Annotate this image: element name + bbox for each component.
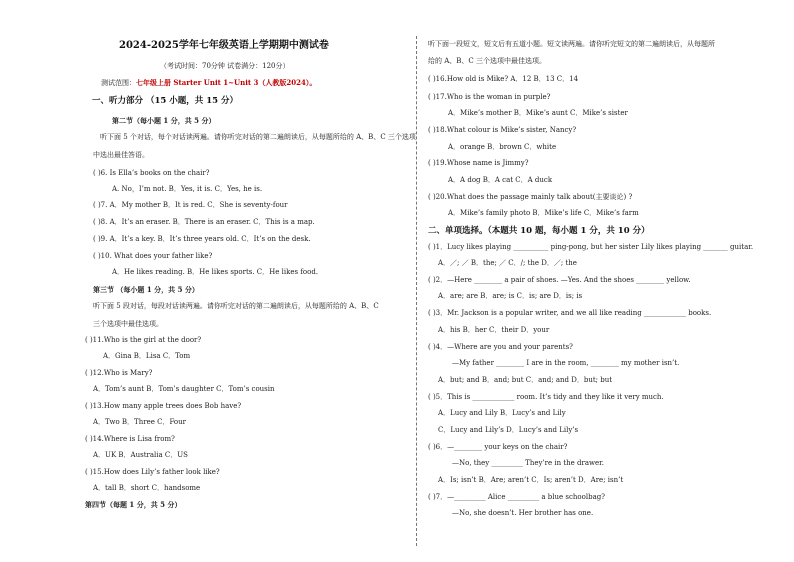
question-12-options: A．Tom’s aunt B．Tom’s daughter C．Tom’s cousin [93, 385, 275, 393]
mc-question-4: ( )4．—Where are you and your parents? [428, 343, 573, 351]
question-11-options: A．Gina B．Lisa C．Tom [103, 352, 191, 360]
mc-question-7-line2: —No, she doesn’t. Her brother has one. [452, 509, 594, 517]
exam-scope [101, 78, 316, 88]
question-6: ( )6. Is Ella’s books on the chair? [93, 169, 210, 177]
mc-question-5-options-2: C．Lucy and Lily’s D．Lucy’s and Lily’s [438, 426, 579, 434]
question-17: ( )17.Who is the woman in purple? [428, 93, 551, 101]
section3-instruction-line2: 三个选项中最佳选项。 [93, 320, 163, 328]
question-14: ( )14.Where is Lisa from? [85, 435, 175, 443]
mc-question-4-options: A．but; and B．and; but C．and; and D．but; but [438, 376, 613, 384]
mc-question-2: ( )2．—Here ________ a pair of shoes. —Yes. And the shoes ________ yellow. [428, 276, 691, 284]
question-12: ( )12.Who is Mary? [85, 369, 153, 377]
question-15-options: A．tall B．short C．handsome [93, 484, 201, 492]
question-17-options: A．Mike’s mother B．Mike’s aunt C．Mike’s sister [448, 109, 628, 117]
question-7: ( )7. A．My mother B．It is red. C．She is seventy-four [93, 201, 288, 209]
question-10: ( )10. What does your father like? [93, 252, 213, 260]
exam-title: 2024-2025学年七年级英语上学期期中测试卷 [119, 40, 329, 51]
section2-heading: 第二节（每小题 1 分，共 5 分） [112, 116, 216, 125]
question-6-options: A. No，I’m not. B．Yes, it is. C．Yes, he is. [112, 185, 263, 193]
question-16: ( )16.How old is Mike? A．12 B．13 C．14 [428, 75, 579, 83]
question-18-options: A．orange B．brown C．white [448, 143, 557, 151]
part2-heading: 二、单项选择。（本题共 10 题，每小题 1 分，共 10 分） [428, 226, 650, 236]
question-13-options: A．Two B．Three C．Four [93, 418, 186, 426]
mc-question-1-options: A．／; ／ B．the; ／ C．/; the D．／; the [438, 259, 577, 267]
mc-question-5: ( )5．This is ____________ room. It’s tidy and they like it very much. [428, 393, 664, 401]
scope-value: 七年级上册 Starter Unit 1~Unit 3（人教版2024）。 [136, 78, 317, 87]
scope-label: 测试范围： [101, 79, 136, 87]
question-19: ( )19.Whose name is Jimmy? [428, 159, 529, 167]
mc-question-5-options-1: A．Lucy and Lily B．Lucy’s and Lily [438, 409, 566, 417]
listening-instruction-line1: 听下面一段短文，短文后有五道小题。短文读两遍。请你听完短文的第二遍朗读后，从每题所 [428, 40, 715, 48]
question-9: ( )9. A．It’s a key. B．It’s three years old. C．It’s on the desk. [93, 235, 311, 243]
section4-heading: 第四节（每题 1 分，共 5 分） [85, 500, 182, 509]
section3-heading: 第三节 （每小题 1 分，共 5 分） [93, 285, 199, 294]
question-20-options: A．Mike’s family photo B．Mike’s life C．Mike’s farm [448, 209, 639, 217]
question-11: ( )11.Who is the girl at the door? [85, 336, 202, 344]
mc-question-2-options: A．are; are B．are; is C．is; are D．is; is [438, 292, 583, 300]
exam-meta: （考试时间：70分钟 试卷满分：120分） [160, 62, 290, 70]
column-divider [416, 36, 417, 546]
right-column [422, 0, 794, 562]
section2-instruction-line2: 中选出最佳答语。 [93, 151, 149, 159]
mc-question-3: ( )3．Mr. Jackson is a popular writer, and we all like reading ____________ books. [428, 309, 712, 317]
listening-instruction-line2: 给的 A、B、C 三个选项中最佳选项。 [428, 57, 547, 65]
question-8: ( )8. A．It’s an eraser. B．There is an eraser. C．This is a map. [93, 218, 315, 226]
question-13: ( )13.How many apple trees does Bob have? [85, 402, 242, 410]
question-19-options: A．A dog B．A cat C．A duck [448, 176, 553, 184]
mc-question-3-options: A．his B．her C．their D．your [438, 326, 550, 334]
part1-heading: 一、听力部分 （15 小题，共 15 分） [92, 96, 238, 106]
mc-question-1: ( )1．Lucy likes playing __________ ping-pong, but her sister Lily likes playing _______ guitar. [428, 243, 754, 251]
question-18: ( )18.What colour is Mike’s sister, Nancy? [428, 126, 577, 134]
question-15: ( )15.How does Lily’s father look like? [85, 468, 220, 476]
section3-instruction-line1: 听下面 5 段对话，每段对话读两遍。请你听完对话的第二遍朗读后，从每题所给的 A、B、C [93, 302, 379, 310]
question-20: ( )20.What does the passage mainly talk about(主要谈论) ? [428, 193, 633, 201]
mc-question-6-line2: —No, they _________ They’re in the drawer. [452, 459, 604, 467]
mc-question-6-options: A．Is; isn’t B．Are; aren’t C．Is; aren’t D．Are; isn’t [438, 476, 624, 484]
section2-instruction-line1: 听下面 5 个对话，每个对话读两遍。请你听完对话的第二遍朗读后，从每题所给的 A、B、C 三个选项 [100, 133, 416, 141]
mc-question-6: ( )6．—________ your keys on the chair? [428, 443, 568, 451]
question-14-options: A．UK B．Australia C．US [93, 451, 188, 459]
mc-question-7: ( )7．—_________ Alice _________ a blue schoolbag? [428, 493, 605, 501]
question-10-options: A．He likes reading. B．He likes sports. C．He likes food. [112, 268, 319, 276]
mc-question-4-line2: —My father ________ I are in the room, ________ my mother isn’t. [452, 359, 680, 367]
